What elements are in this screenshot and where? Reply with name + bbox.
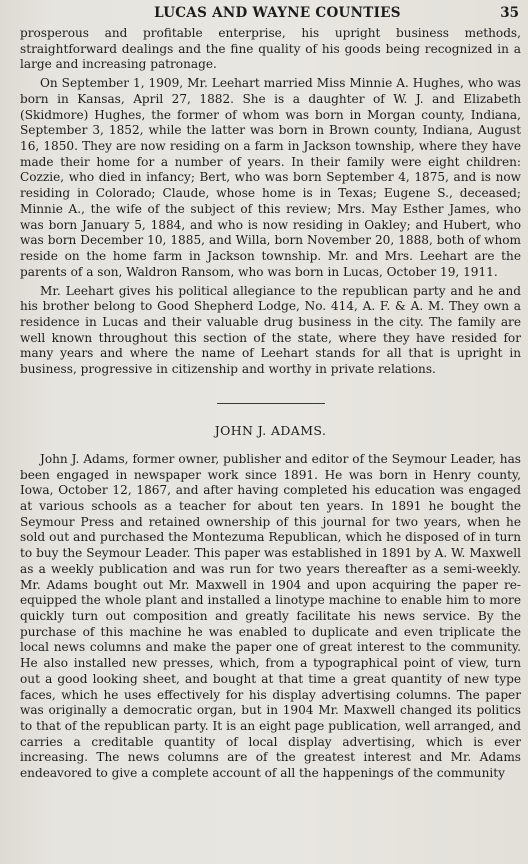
paragraph-john-adams-biography: John J. Adams, former owner, publisher and editor of the Seymour Leader, has been engaged in newspaper work since 1891. He was born in Henry county, Iowa, October 12, 1867, and after having completed his education was engaged at various schools as a teacher for about ten years. In 1891 he bought the Seymour Press and retained ownership of this journal for two years, when he sold out and purchased the Montezuma Republican, which he disposed of in turn to buy the Seymour Leader. This paper was established in 1891 by A. W. Maxwell as a weekly publication and was run for two years thereafter as a semi-weekly. Mr. Adams bought out Mr. Maxwell in 1904 and upon acquiring the paper re-equipped the whole plant and installed a linotype machine to enable him to more quickly turn out composition and greatly facilitate his news service. By the purchase of this machine he was enabled to duplicate and even triplicate the local news columns and make the paper one of great interest to the community. He also installed new presses, which, from a typographical point of view, turn out a good looking sheet, and bought at that time a great quantity of new type faces, which he uses effectively for his display advertising columns. The paper was originally a democratic organ, but in 1904 Mr. Maxwell changed its politics to that of the republican party. It is an eight page publication, well arranged, and carries a creditable quantity of local display advertising, which is ever increasing. The news columns are of the greatest interest and Mr. Adams endeavored to give a complete account of all the happenings of the community: [20, 451, 521, 781]
running-header: [20, 0, 521, 26]
paragraph-marriage-family: On September 1, 1909, Mr. Leehart married Miss Minnie A. Hughes, who was born in Kansas, April 27, 1882. She is a daughter of W. J. and Elizabeth (Skidmore) Hughes, the former of whom was born in Morgan county, Indiana, September 3, 1852, while the latter was born in Brown county, Indiana, August 16, 1850. They are now residing on a farm in Jackson township, where they have made their home for a number of years. In their family were eight children: Cozzie, who died in infancy; Bert, who was born September 4, 1875, and is now residing in Colorado; Claude, whose home is in Texas; Eugene S., deceased; Minnie A., the wife of the subject of this review; Mrs. May Esther James, who was born January 5, 1884, and who is now residing in Oakley; and Hubert, who was born December 10, 1885, and Willa, born November 20, 1888, both of whom reside on the home farm in Jackson township. Mr. and Mrs. Leehart are the parents of a son, Waldron Ransom, who was born in Lucas, October 19, 1911.: [20, 76, 521, 279]
page-number: 35: [500, 5, 519, 21]
paragraph-politics-lodge: Mr. Leehart gives his political allegiance to the republican party and he and his brother belong to Good Shepherd Lodge, No. 414, A. F. & A. M. They own a residence in Lucas and their valuable drug business in the city. The family are well known throughout this section of the state, where they have resided for many years and where the name of Leehart stands for all that is upright in business, progressive in citizenship and worthy in private relations.: [20, 283, 521, 377]
paragraph-business-continuation: prosperous and profitable enterprise, his upright business methods, straightforward dealings and the fine quality of his goods being recognized in a large and increasing patronage.: [20, 26, 521, 72]
running-title: LUCAS AND WAYNE COUNTIES: [154, 5, 401, 21]
section-heading: JOHN J. ADAMS.: [214, 422, 327, 438]
section-divider: [217, 403, 325, 404]
